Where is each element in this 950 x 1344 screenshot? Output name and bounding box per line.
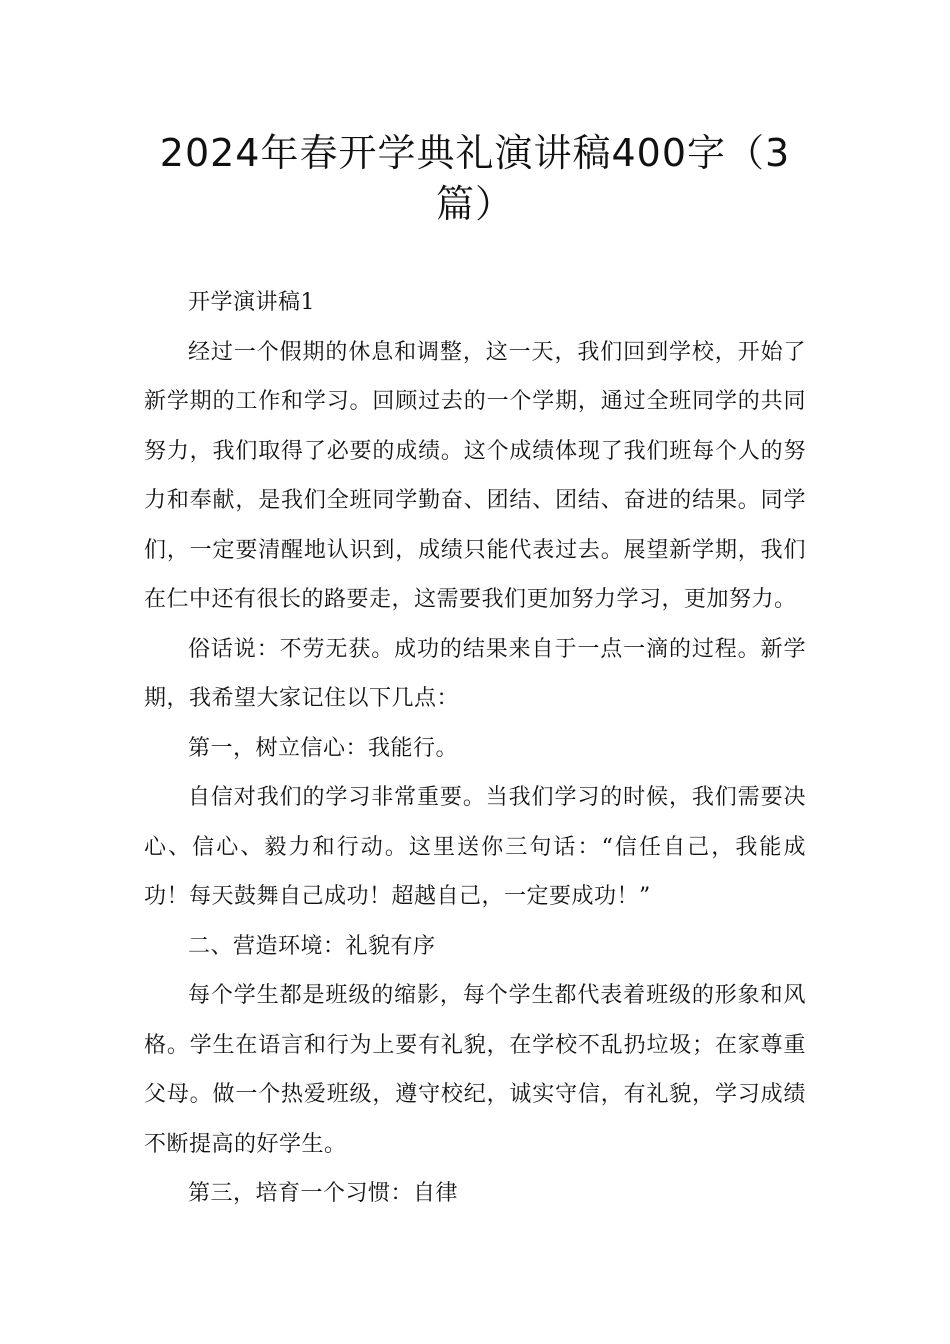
document-title: 2024年春开学典礼演讲稿400字（3篇）: [159, 131, 791, 226]
point-heading-confidence: 第一，树立信心：我能行。: [188, 735, 459, 761]
document-body: [144, 278, 806, 1219]
paragraph-confidence: 自信对我们的学习非常重要。当我们学习的时候，我们需要决心、信心、毅力和行动。这里送你三句话：“信任自己，我能成功！每天鼓舞自己成功！超越自己，一定要成功！”: [144, 785, 806, 909]
point-heading-environment: 二、营造环境：礼貌有序: [188, 933, 436, 959]
paragraph-environment: 每个学生都是班级的缩影，每个学生都代表着班级的形象和风格。学生在语言和行为上要有礼貌，在学校不乱扔垃圾；在家尊重父母。做一个热爱班级，遵守校纪，诚实守信，有礼貌，学习成绩不断提高的好学生。: [144, 983, 806, 1157]
section-heading-speech-1: 开学演讲稿1: [188, 290, 315, 315]
point-heading-habit: 第三，培育一个习惯：自律: [188, 1181, 459, 1206]
paragraph-intro: 经过一个假期的休息和调整，这一天，我们回到学校，开始了新学期的工作和学习。回顾过去的一个学期，通过全班同学的共同努力，我们取得了必要的成绩。这个成绩体现了我们班每个人的努力和奉献，是我们全班同学勤奋、团结、团结、奋进的结果。同学们，一定要清醒地认识到，成绩只能代表过去。展望新学期，我们在仁中还有很长的路要走，这需要我们更加努力学习，更加努力。: [144, 339, 806, 612]
paragraph-proverb: 俗话说：不劳无获。成功的结果来自于一点一滴的过程。新学期，我希望大家记住以下几点：: [144, 636, 806, 711]
